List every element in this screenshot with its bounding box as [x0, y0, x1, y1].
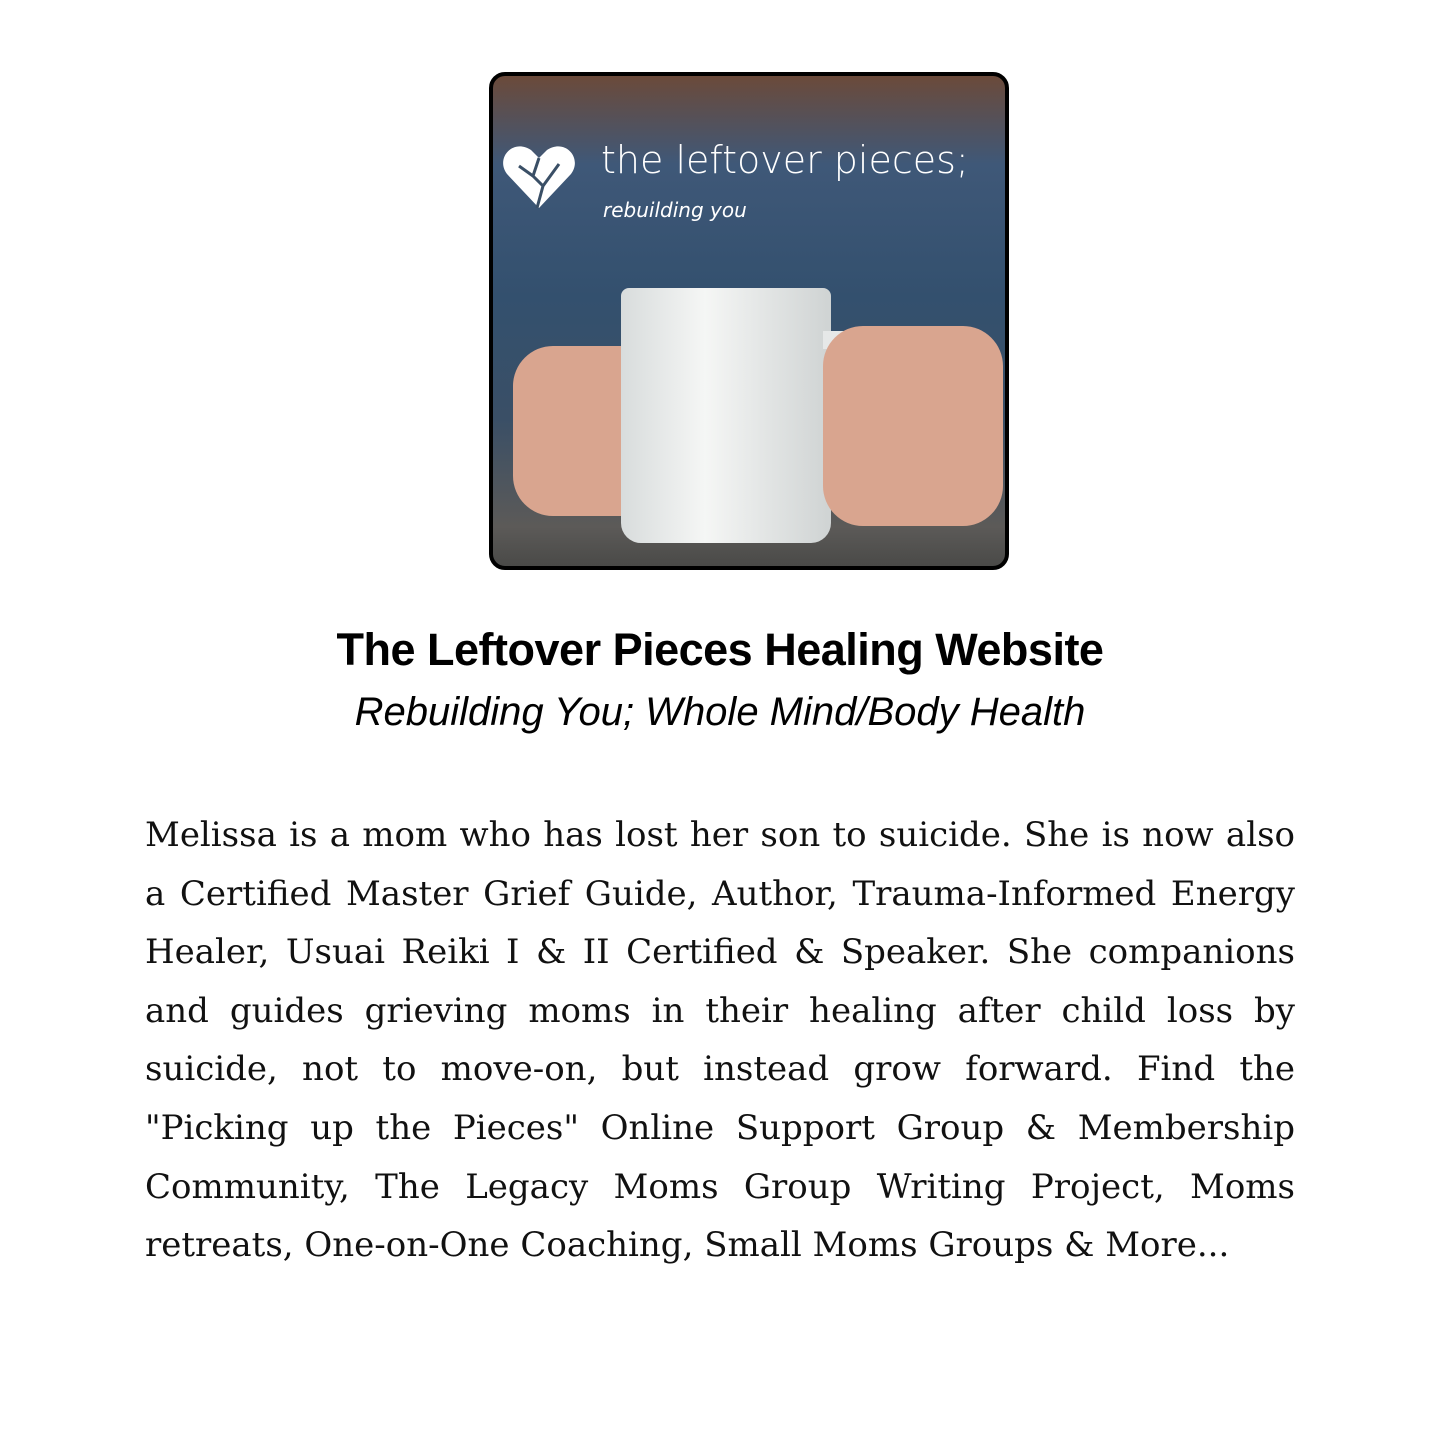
- page-title: The Leftover Pieces Healing Website: [336, 624, 1104, 675]
- broken-heart-logo-icon: [499, 136, 579, 216]
- logo-title: the leftover pieces;: [601, 138, 969, 182]
- website-thumbnail-image[interactable]: [489, 72, 1009, 570]
- right-hand: [823, 326, 1003, 526]
- mug: [621, 288, 831, 543]
- page-subtitle: Rebuilding You; Whole Mind/Body Health: [354, 690, 1086, 734]
- description-paragraph: Melissa is a mom who has lost her son to suicide. She is now also a Certified Master Grief Guide, Author, Trauma-Informed Energy Healer, Usuai Reiki I & II Certified & Speaker. She companions and guides grieving moms in their healing after child loss by suicide, not to move-on, but instead grow forward. Find the "Picking up the Pieces" Online Support Group & Membership Community, The Legacy Moms Group Writing Project, Moms retreats, One-on-One Coaching, Small Moms Groups & More...: [145, 815, 1295, 1266]
- logo-subtitle: rebuilding you: [603, 198, 747, 222]
